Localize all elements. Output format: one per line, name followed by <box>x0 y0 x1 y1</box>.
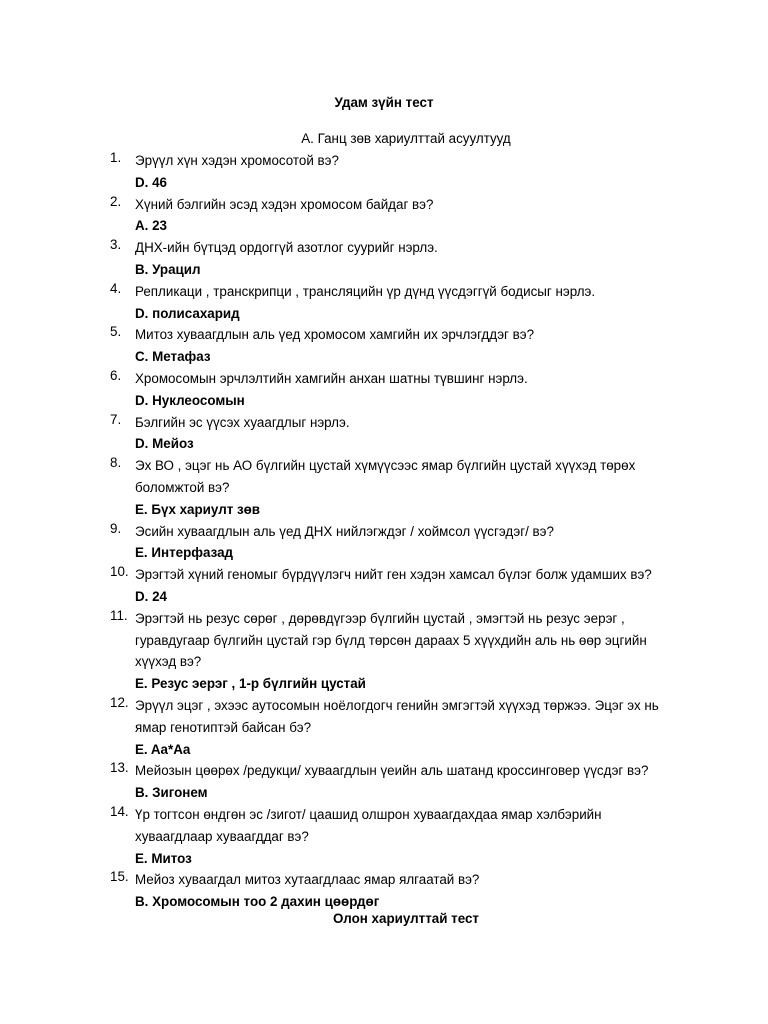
question-item <box>110 695 670 760</box>
question-list <box>110 150 670 913</box>
question-text: Митоз хуваагдлын аль үед хромосом хамгийн их эрчлэгддэг вэ? <box>135 327 535 343</box>
question-number: 14. <box>110 803 129 819</box>
question-text: Мейоз хуваагдал митоз хутаагдлаас ямар ялгаатай вэ? <box>135 872 480 888</box>
question-number: 12. <box>110 694 129 710</box>
question-text: Репликаци , транскрипци , трансляцийн үр дүнд үүсдэггүй бодисыг нэрлэ. <box>135 283 596 299</box>
question-answer: B. Урацил <box>135 261 201 277</box>
question-text: Үр тогтсон өндгөн эс /зигот/ цаашид олшрон хуваагдахдаа ямар хэлбэрийн хуваагдлаар хуваагддаг вэ? <box>135 806 602 844</box>
question-answer: C. Метафаз <box>135 349 211 365</box>
question-item <box>110 455 670 520</box>
question-text: Эрэгтэй нь резус сөрөг , дөрөвдүгээр бүлгийн цустай , эмэгтэй нь резус эерэг , гуравдугаар бүлгийн цустай гэр бүлд төрсөн дараах 5 хүүхдийн аль нь өөр эцгийн хүүхэд вэ? <box>135 610 647 670</box>
question-answer: D. 46 <box>135 174 168 190</box>
question-answer: D. Нуклеосомын <box>135 392 245 408</box>
question-number: 2. <box>110 193 122 209</box>
question-item <box>110 237 670 281</box>
question-answer: D. Мейоз <box>135 436 194 452</box>
question-text: ДНХ-ийн бүтцэд ордоггүй азотлог суурийг нэрлэ. <box>135 240 438 256</box>
question-answer: B. Зигонем <box>135 785 208 801</box>
question-number: 1. <box>110 150 122 165</box>
question-answer: E. Бүх хариулт зөв <box>135 501 261 517</box>
document-title: Удам зүйн тест <box>334 95 434 110</box>
question-answer: D. полисахарид <box>135 305 240 321</box>
question-text: Эрүүл эцэг , эхээс аутосомын ноёлогдогч генийн эмгэгтэй хүүхэд төржээ. Эцэг эх нь ямар генотиптэй байсан бэ? <box>135 697 659 735</box>
question-item <box>110 608 670 695</box>
question-answer: D. 24 <box>135 588 168 604</box>
question-number: 7. <box>110 411 122 427</box>
question-number: 10. <box>110 564 129 580</box>
question-number: 4. <box>110 280 122 296</box>
question-number: 13. <box>110 760 129 776</box>
question-item <box>110 412 670 456</box>
question-text: Хромосомын эрчлэлтийн хамгийн анхан шатны түвшинг нэрлэ. <box>135 370 528 386</box>
question-text: Эх ВО , эцэг нь АО бүлгийн цустай хүмүүсээс ямар бүлгийн цустай хүүхэд төрөх боломжтой вэ? <box>135 458 636 495</box>
question-item <box>110 564 670 608</box>
question-number: 11. <box>110 607 128 623</box>
question-number: 3. <box>110 237 122 253</box>
question-answer: E. Интерфазад <box>135 545 234 561</box>
question-item <box>110 760 670 804</box>
question-item <box>110 150 670 194</box>
question-answer: E. Aa*Aa <box>135 741 191 757</box>
question-number: 15. <box>110 869 129 885</box>
question-item <box>110 368 670 412</box>
section-a-heading: А. Ганц зөв хариулттай асуултууд <box>301 131 511 146</box>
question-number: 5. <box>110 324 122 340</box>
question-text: Бэлгийн эс үүсэх хуаагдлыг нэрлэ. <box>135 414 350 430</box>
question-item <box>110 194 670 238</box>
question-text: Эрүүл хүн хэдэн хромосотой вэ? <box>135 153 339 168</box>
question-text: Эрэгтэй хүний геномыг бүрдүүлэгч нийт ген хэдэн хамсал бүлэг болж удамших вэ? <box>135 567 652 583</box>
question-number: 6. <box>110 367 122 383</box>
question-item <box>110 804 670 869</box>
question-number: 9. <box>110 520 122 536</box>
question-item <box>110 521 670 565</box>
question-answer: E. Митоз <box>135 850 192 866</box>
question-number: 8. <box>110 455 122 471</box>
question-text: Мейозын цөөрөх /редукци/ хуваагдлын үеийн аль шатанд кроссинговер үүсдэг вэ? <box>135 763 649 779</box>
question-answer: A. 23 <box>135 218 168 234</box>
question-item <box>110 281 670 325</box>
question-item <box>110 869 670 913</box>
section-b-heading: Олон хариулттай тест <box>333 911 479 926</box>
question-item <box>110 324 670 368</box>
question-text: Эсийн хуваагдлын аль үед ДНХ нийлэгждэг / хоймсол үүсгэдэг/ вэ? <box>135 523 554 539</box>
question-answer: E. Резус эерэг , 1-р бүлгийн цустай <box>135 676 366 692</box>
question-text: Хүний бэлгийн эсэд хэдэн хромосом байдаг вэ? <box>135 196 434 212</box>
question-answer: B. Хромосомын тоо 2 дахин цөөрдөг <box>135 894 380 910</box>
